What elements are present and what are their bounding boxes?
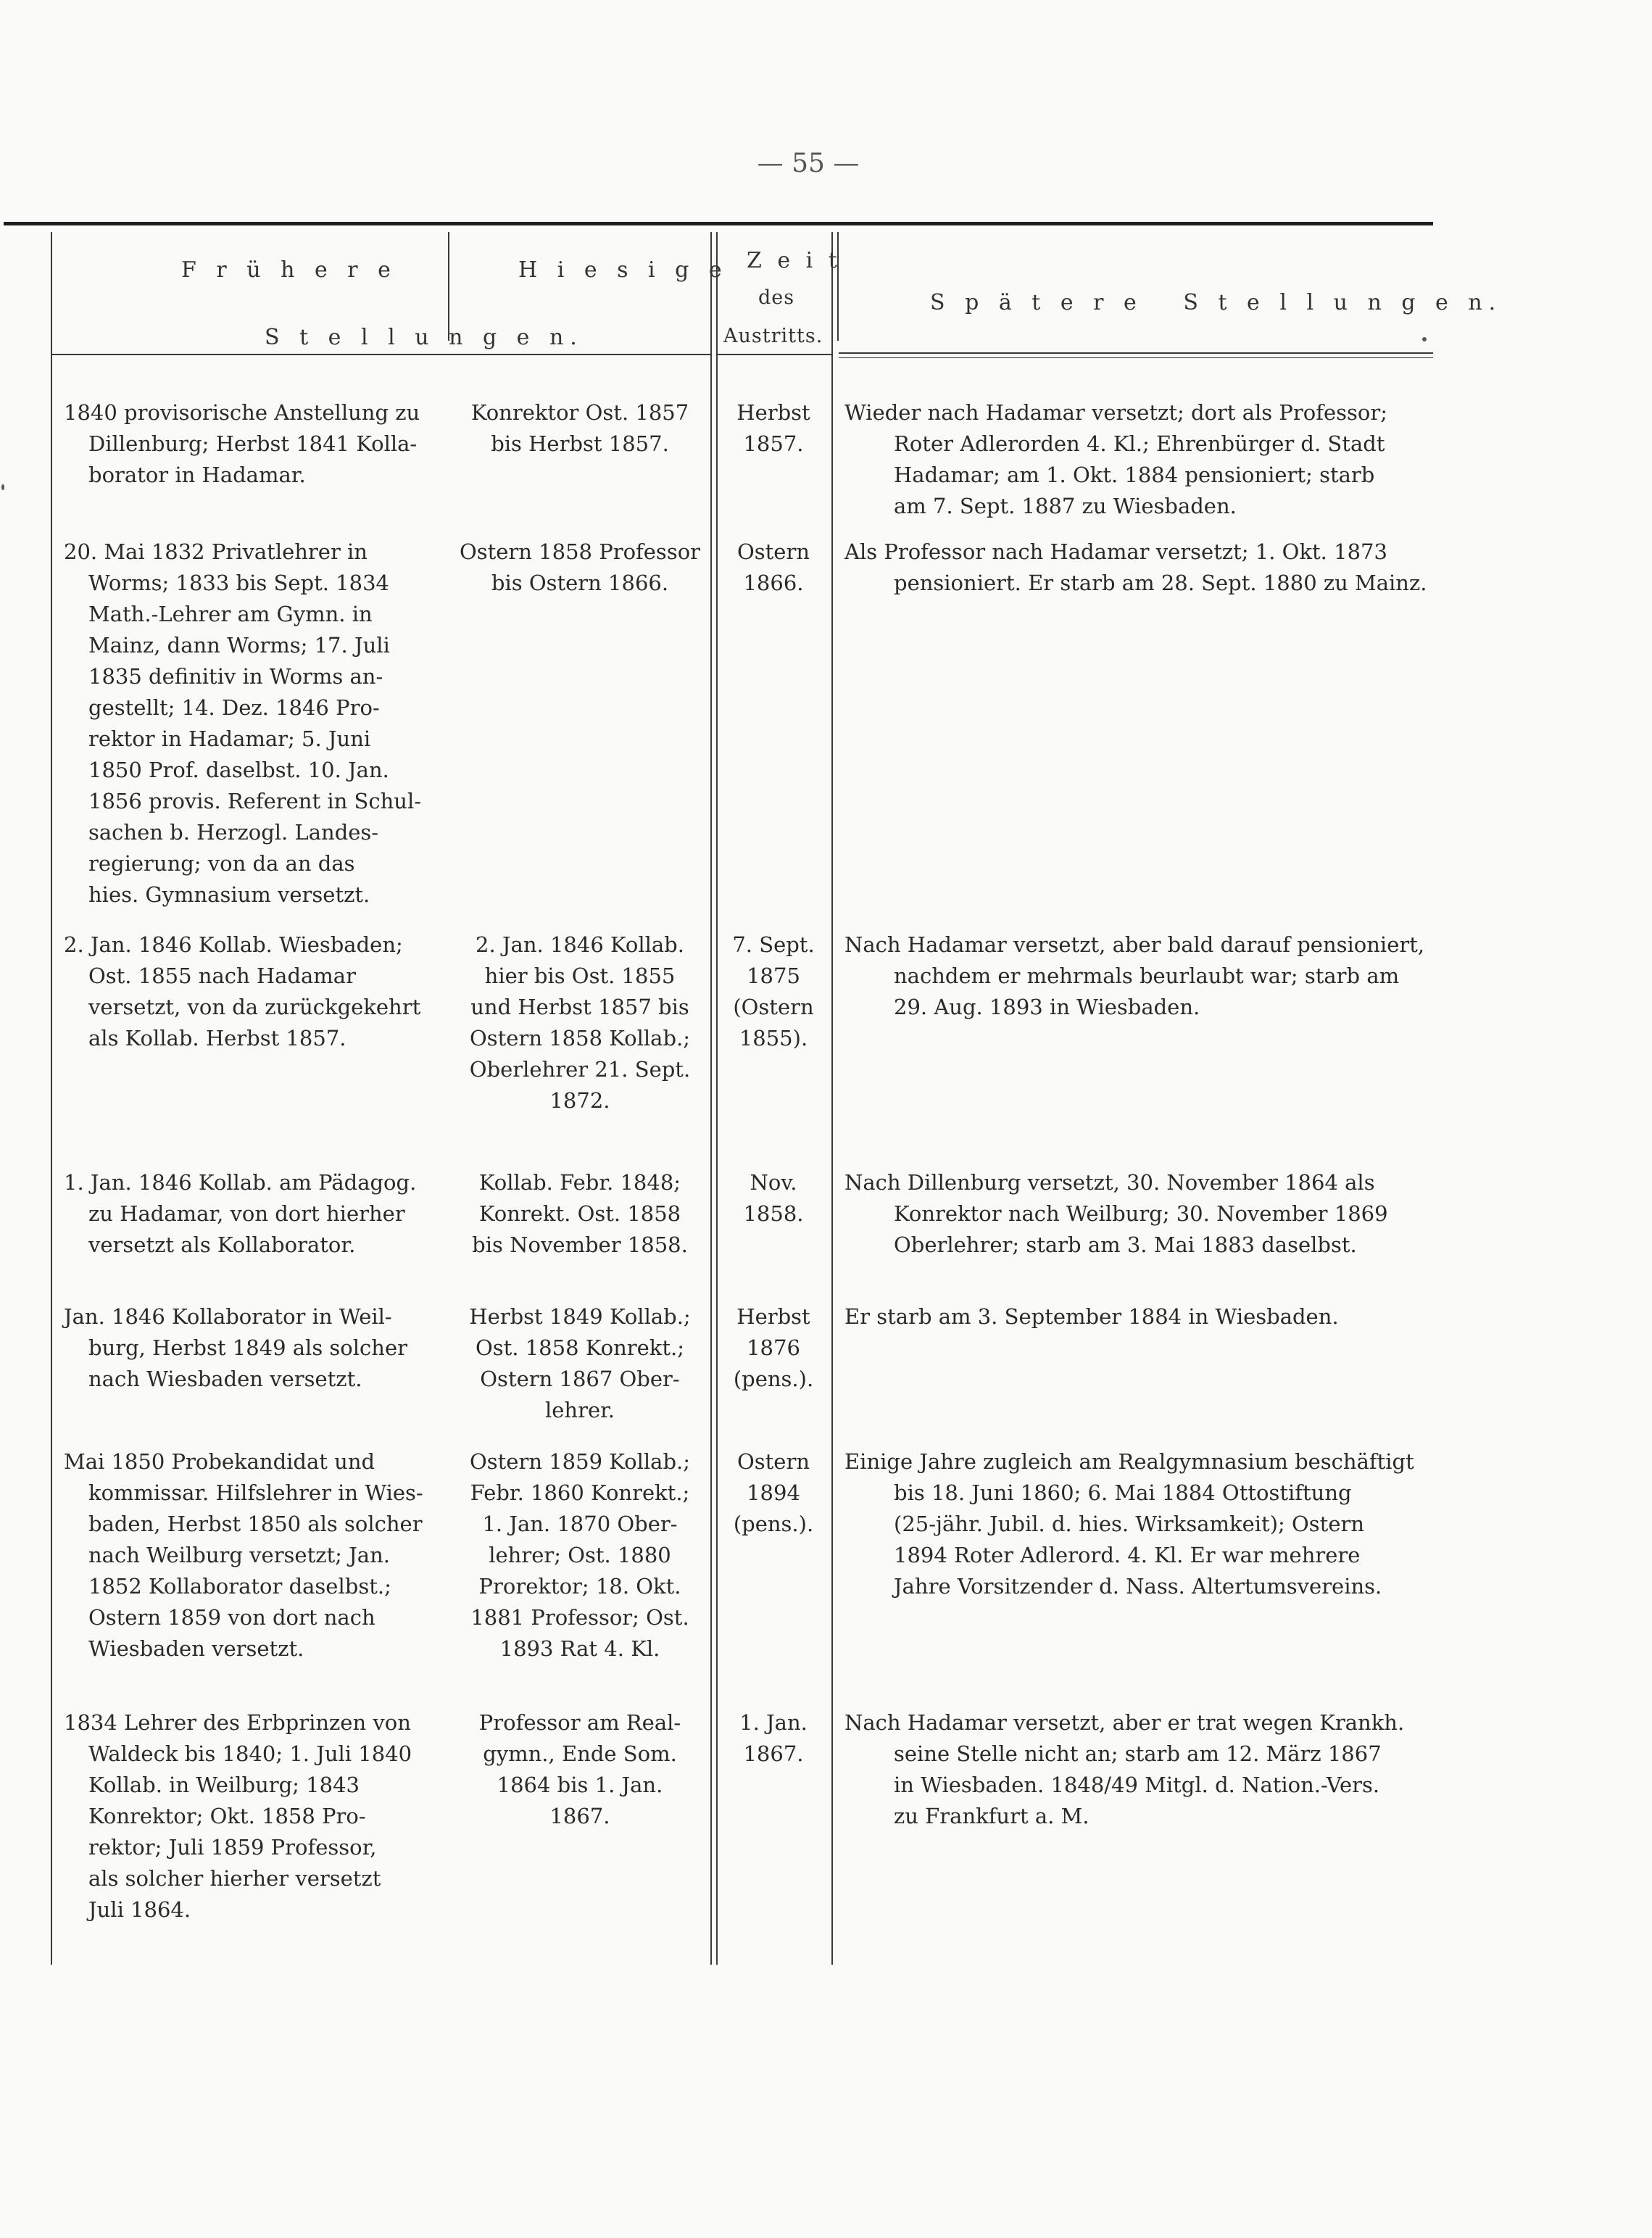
text-line: nach Weilburg versetzt; Jan. xyxy=(88,1543,390,1567)
text-line: Mai 1850 Probekandidat und xyxy=(64,1449,375,1474)
text-line: Ostern xyxy=(736,539,810,564)
column-divider xyxy=(51,232,52,1965)
text-line: burg, Herbst 1849 als solcher xyxy=(88,1335,407,1360)
text-line: hies. Gymnasium versetzt. xyxy=(88,882,370,907)
header-rule xyxy=(4,222,1433,225)
text-line: 1857. xyxy=(743,431,804,456)
text-line: 1855). xyxy=(739,1026,808,1050)
fruehere-cell xyxy=(64,929,435,1054)
page-number: — 55 — xyxy=(757,149,860,178)
text-line: Nov. xyxy=(750,1170,797,1195)
hiesige-cell xyxy=(457,929,703,1116)
text-line: Mainz, dann Worms; 17. Juli xyxy=(88,633,390,658)
text-line: 1. Jan. 1870 Ober- xyxy=(482,1512,678,1536)
text-line: sachen b. Herzogl. Landes- xyxy=(88,820,379,845)
austritt-cell xyxy=(719,397,828,460)
text-line: als solcher hierher versetzt xyxy=(88,1866,381,1891)
text-line: am 7. Sept. 1887 zu Wiesbaden. xyxy=(894,494,1237,518)
text-line: 1856 provis. Referent in Schul- xyxy=(88,789,422,813)
text-line: bis Ostern 1866. xyxy=(491,571,669,595)
text-line: lehrer. xyxy=(544,1398,615,1422)
text-line: regierung; von da an das xyxy=(88,851,355,876)
text-line: 29. Aug. 1893 in Wiesbaden. xyxy=(894,995,1200,1019)
fruehere-cell xyxy=(64,536,435,911)
fruehere-cell xyxy=(64,1446,435,1665)
text-line: 1867. xyxy=(743,1741,804,1766)
text-line: nachdem er mehrmals beurlaubt war; starb am xyxy=(894,963,1400,988)
text-line: Herbst xyxy=(736,400,810,425)
text-line: (pens.). xyxy=(733,1367,814,1391)
text-line: 1876 xyxy=(747,1335,800,1360)
text-line: Jahre Vorsitzender d. Nass. Altertumsvereins. xyxy=(894,1574,1382,1599)
spaetere-cell xyxy=(844,1167,1446,1261)
text-line: seine Stelle nicht an; starb am 12. März 1867 xyxy=(894,1741,1382,1766)
text-line: Ostern 1859 Kollab.; xyxy=(470,1449,690,1474)
austritt-cell xyxy=(719,929,828,1054)
text-line: Konrektor Ost. 1857 xyxy=(470,400,689,425)
header-underline xyxy=(839,352,1433,354)
text-line: Waldeck bis 1840; 1. Juli 1840 xyxy=(88,1741,412,1766)
text-line: Ostern 1858 Professor xyxy=(459,539,701,564)
header-des: des xyxy=(758,286,795,309)
fruehere-cell xyxy=(64,1707,435,1926)
text-line: Ostern 1867 Ober- xyxy=(480,1367,680,1391)
text-line: Hadamar; am 1. Okt. 1884 pensioniert; starb xyxy=(894,463,1375,487)
hiesige-cell xyxy=(457,1301,703,1426)
text-line: Kollab. in Weilburg; 1843 xyxy=(88,1773,360,1797)
text-line: zu Hadamar, von dort hierher xyxy=(88,1201,405,1226)
text-line: 1894 Roter Adlerord. 4. Kl. Er war mehrere xyxy=(894,1543,1361,1567)
print-speck xyxy=(1,484,4,490)
text-line: Roter Adlerorden 4. Kl.; Ehrenbürger d. Stadt xyxy=(894,431,1385,456)
text-line: 1835 definitiv in Worms an- xyxy=(88,664,383,689)
austritt-cell xyxy=(719,1446,828,1540)
text-line: Nach Dillenburg versetzt, 30. November 1864 als xyxy=(844,1170,1375,1195)
header-underline xyxy=(52,354,710,355)
text-line: Er starb am 3. September 1884 in Wiesbaden. xyxy=(844,1304,1339,1329)
column-divider xyxy=(716,232,718,1965)
fruehere-cell xyxy=(64,1167,435,1261)
text-line: bis 18. Juni 1860; 6. Mai 1884 Ottostiftung xyxy=(894,1480,1352,1505)
text-line: hier bis Ost. 1855 xyxy=(484,963,676,988)
text-line: Prorektor; 18. Okt. xyxy=(478,1574,681,1599)
hiesige-cell xyxy=(457,1167,703,1261)
text-line: Konrektor nach Weilburg; 30. November 1869 xyxy=(894,1201,1388,1226)
austritt-cell xyxy=(719,1301,828,1395)
text-line: Herbst 1849 Kollab.; xyxy=(469,1304,691,1329)
hiesige-cell xyxy=(457,1446,703,1665)
text-line: (Ostern xyxy=(733,995,814,1019)
text-line: rektor; Juli 1859 Professor, xyxy=(88,1835,377,1860)
text-line: 1852 Kollaborator daselbst.; xyxy=(88,1574,391,1599)
text-line: Jan. 1846 Kollaborator in Weil- xyxy=(64,1304,392,1329)
header-stellungen: S t e l l u n g e n. xyxy=(265,325,584,350)
fruehere-cell xyxy=(64,1301,435,1395)
text-line: Ostern 1858 Kollab.; xyxy=(470,1026,690,1050)
spaetere-cell xyxy=(844,397,1446,522)
text-line: bis Herbst 1857. xyxy=(491,431,669,456)
text-line: Ost. 1855 nach Hadamar xyxy=(88,963,356,988)
hiesige-cell xyxy=(457,1707,703,1832)
print-speck xyxy=(1422,337,1427,341)
text-line: 2. Jan. 1846 Kollab. Wiesbaden; xyxy=(64,932,403,957)
text-line: Juli 1864. xyxy=(88,1897,191,1922)
text-line: 1881 Professor; Ost. xyxy=(470,1605,689,1630)
spaetere-cell xyxy=(844,1707,1446,1832)
header-austritts: Austritts. xyxy=(723,325,823,347)
text-line: Oberlehrer; starb am 3. Mai 1883 daselbst. xyxy=(894,1232,1357,1257)
text-line: Worms; 1833 bis Sept. 1834 xyxy=(88,571,389,595)
text-line: Math.-Lehrer am Gymn. in xyxy=(88,602,373,626)
text-line: gymn., Ende Som. xyxy=(483,1741,677,1766)
text-line: Herbst xyxy=(736,1304,810,1329)
austritt-cell xyxy=(719,1167,828,1230)
column-divider xyxy=(710,232,712,1965)
text-line: borator in Hadamar. xyxy=(88,463,306,487)
text-line: 1840 provisorische Anstellung zu xyxy=(64,400,420,425)
text-line: Febr. 1860 Konrekt.; xyxy=(470,1480,690,1505)
austritt-cell xyxy=(719,536,828,599)
text-line: Ostern xyxy=(736,1449,810,1474)
spaetere-cell xyxy=(844,536,1446,599)
text-line: 1894 xyxy=(747,1480,800,1505)
column-divider xyxy=(831,232,833,1965)
spaetere-cell xyxy=(844,1301,1446,1333)
spaetere-cell xyxy=(844,929,1446,1023)
text-line: 1866. xyxy=(743,571,804,595)
header-underline xyxy=(839,357,1433,358)
text-line: Konrekt. Ost. 1858 xyxy=(478,1201,681,1226)
text-line: (pens.). xyxy=(733,1512,814,1536)
text-line: Nach Hadamar versetzt, aber er trat wegen Krankh. xyxy=(844,1710,1405,1735)
text-line: Wiesbaden versetzt. xyxy=(88,1636,304,1661)
text-line: Dillenburg; Herbst 1841 Kolla- xyxy=(88,431,418,456)
text-line: 1. Jan. xyxy=(739,1710,808,1735)
header-hiesige: H i e s i g e xyxy=(518,257,729,283)
text-line: Nach Hadamar versetzt, aber bald darauf pensioniert, xyxy=(844,932,1425,957)
text-line: Einige Jahre zugleich am Realgymnasium beschäftigt xyxy=(844,1449,1414,1474)
text-line: Wieder nach Hadamar versetzt; dort als Professor; xyxy=(844,400,1387,425)
text-line: 7. Sept. xyxy=(732,932,815,957)
text-line: nach Wiesbaden versetzt. xyxy=(88,1367,362,1391)
text-line: Konrektor; Okt. 1858 Pro- xyxy=(88,1804,366,1828)
text-line: (25-jähr. Jubil. d. hies. Wirksamkeit); Ostern xyxy=(894,1512,1365,1536)
text-line: 1864 bis 1. Jan. xyxy=(497,1773,663,1797)
text-line: 2. Jan. 1846 Kollab. xyxy=(476,932,684,957)
text-line: Als Professor nach Hadamar versetzt; 1. Okt. 1873 xyxy=(844,539,1387,564)
hiesige-cell xyxy=(457,397,703,460)
text-line: Professor am Real- xyxy=(478,1710,681,1735)
text-line: 1872. xyxy=(549,1088,610,1113)
text-line: und Herbst 1857 bis xyxy=(470,995,689,1019)
text-line: bis November 1858. xyxy=(472,1232,688,1257)
header-underline xyxy=(718,354,831,355)
text-line: zu Frankfurt a. M. xyxy=(894,1804,1089,1828)
hiesige-cell xyxy=(457,536,703,599)
text-line: Ostern 1859 von dort nach xyxy=(88,1605,375,1630)
text-line: 1867. xyxy=(549,1804,610,1828)
text-line: versetzt als Kollaborator. xyxy=(88,1232,356,1257)
austritt-cell xyxy=(719,1707,828,1770)
text-line: gestellt; 14. Dez. 1846 Pro- xyxy=(88,695,380,720)
spaetere-cell xyxy=(844,1446,1446,1602)
text-line: 1850 Prof. daselbst. 10. Jan. xyxy=(88,758,389,782)
text-line: 1893 Rat 4. Kl. xyxy=(499,1636,660,1661)
header-spaetere: S p ä t e r e S t e l l u n g e n. xyxy=(930,290,1503,315)
fruehere-cell xyxy=(64,397,435,491)
text-line: kommissar. Hilfslehrer in Wies- xyxy=(88,1480,423,1505)
text-line: 1. Jan. 1846 Kollab. am Pädagog. xyxy=(64,1170,417,1195)
text-line: baden, Herbst 1850 als solcher xyxy=(88,1512,423,1536)
header-fruehere: F r ü h e r e xyxy=(181,257,397,283)
text-line: Ost. 1858 Konrekt.; xyxy=(475,1335,685,1360)
text-line: in Wiesbaden. 1848/49 Mitgl. d. Nation.-Vers. xyxy=(894,1773,1380,1797)
text-line: 1834 Lehrer des Erbprinzen von xyxy=(64,1710,411,1735)
text-line: versetzt, von da zurückgekehrt xyxy=(88,995,421,1019)
text-line: Kollab. Febr. 1848; xyxy=(478,1170,681,1195)
text-line: pensioniert. Er starb am 28. Sept. 1880 zu Mainz. xyxy=(894,571,1427,595)
text-line: 20. Mai 1832 Privatlehrer in xyxy=(64,539,368,564)
text-line: rektor in Hadamar; 5. Juni xyxy=(88,726,371,751)
text-line: als Kollab. Herbst 1857. xyxy=(88,1026,346,1050)
text-line: lehrer; Ost. 1880 xyxy=(489,1543,671,1567)
header-zeit: Z e i t xyxy=(747,248,842,273)
text-line: 1875 xyxy=(747,963,800,988)
text-line: Oberlehrer 21. Sept. xyxy=(469,1057,691,1082)
text-line: 1858. xyxy=(743,1201,804,1226)
